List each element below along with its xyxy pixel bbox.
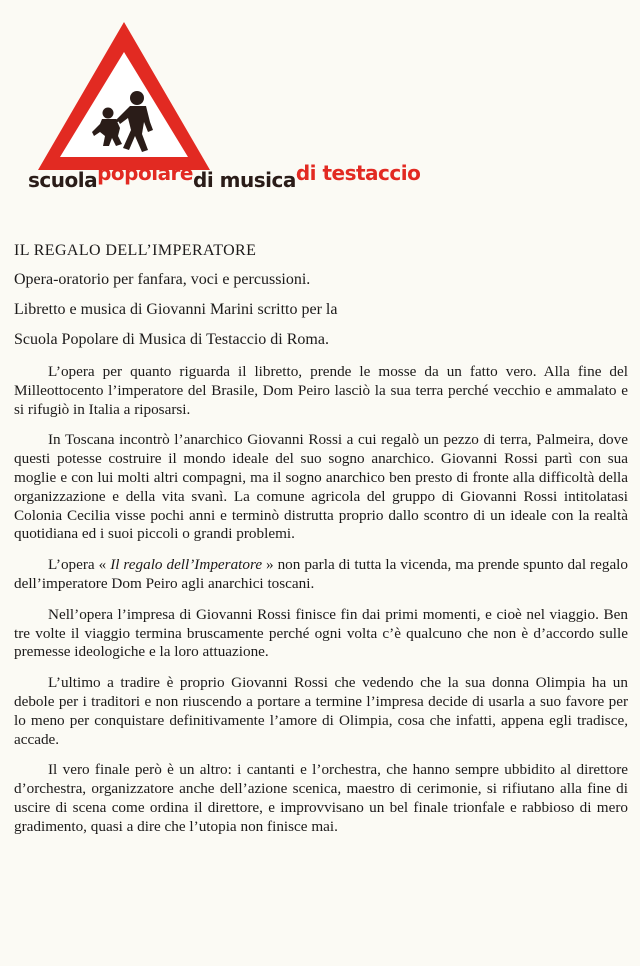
logo-word-scuola: scuola — [28, 168, 98, 192]
paragraph-text: L’opera « — [48, 556, 111, 574]
document-body — [14, 240, 628, 849]
body-text — [14, 363, 628, 837]
paragraph: In Toscana incontrò l’anarchico Giovanni Rossi a cui regalò un pezzo di terra, Palmeira, dove questi potesse costruire il mondo ideale del suo sogno anarchico. Giovanni Rossi partì con sua moglie e con lui molti altri compagni, ma il sogno anarchico ben presto di fronte alla difficoltà della organizzazione e della vita svanì. La comune agricola del gruppo di Giovanni Rossi intitolatasi Colonia Cecilia visse pochi anni e terminò distrutta proprio dallo scontro di un ideale con la realtà quotidiana ed i suoi piccoli o grandi problemi. — [14, 431, 628, 543]
warning-triangle-logo-icon — [36, 18, 216, 176]
logo-wordmark — [28, 161, 421, 192]
paragraph-with-title — [14, 556, 628, 594]
paragraph: Il vero finale però è un altro: i cantanti e l’orchestra, che hanno sempre ubbidito al direttore d’orchestra, organizzatore anche dell’azione scenica, maestro di cerimonie, si rifiutano alla fine di uscire di scena come ordina il direttore, e improvvisano un bel finale trionfale e rabbioso di mero gradimento, quasi a dire che l’utopia non finisce mai. — [14, 761, 628, 835]
subtitle-line: Opera-oratorio per fanfara, voci e percussioni. — [14, 271, 311, 288]
paragraph-text: » non parla di tutta la vicenda, ma prende spunto dal regalo dell’imperatore Dom Peiro agli anarchici toscani. — [14, 556, 628, 592]
work-title: Il regalo dell’Imperatore — [110, 556, 263, 574]
school-logo — [0, 0, 640, 215]
document-title: IL REGALO DELL’IMPERATORE — [14, 242, 257, 259]
paragraph: L’opera per quanto riguarda il libretto, prende le mosse da un fatto vero. Alla fine del Milleottocento l’imperatore del Brasile, Dom Peiro lasciò la sua terra perché vecchio e ammalato e si rifugiò in Italia a riposarsi. — [14, 363, 628, 418]
logo-word-di-testaccio: di testaccio — [295, 161, 421, 185]
logo-word-di-musica: di musica — [193, 168, 296, 192]
paragraph: Nell’opera l’impresa di Giovanni Rossi finisce fin dai primi momenti, e cioè nel viaggio. Ben tre volte il viaggio termina bruscamente perché ogni volta c’è qualcuno che non è d’accordo sulle premesse ideologiche e la loro attuazione. — [14, 605, 628, 661]
subtitle-line: Libretto e musica di Giovanni Marini scritto per la — [14, 301, 338, 318]
logo-word-popolare: popolare — [97, 161, 193, 185]
paragraph: L’ultimo a tradire è proprio Giovanni Rossi che vedendo che la sua donna Olimpia ha un debole per i traditori e non riuscendo a portare a termine l’impresa decide di usarla a suo favore per lo meno per conquistare definitivamente l’amore di Olimpia, cosa che infatti, appena egli tradisce, accade. — [14, 674, 628, 748]
subtitle-line: Scuola Popolare di Musica di Testaccio di Roma. — [14, 331, 329, 348]
